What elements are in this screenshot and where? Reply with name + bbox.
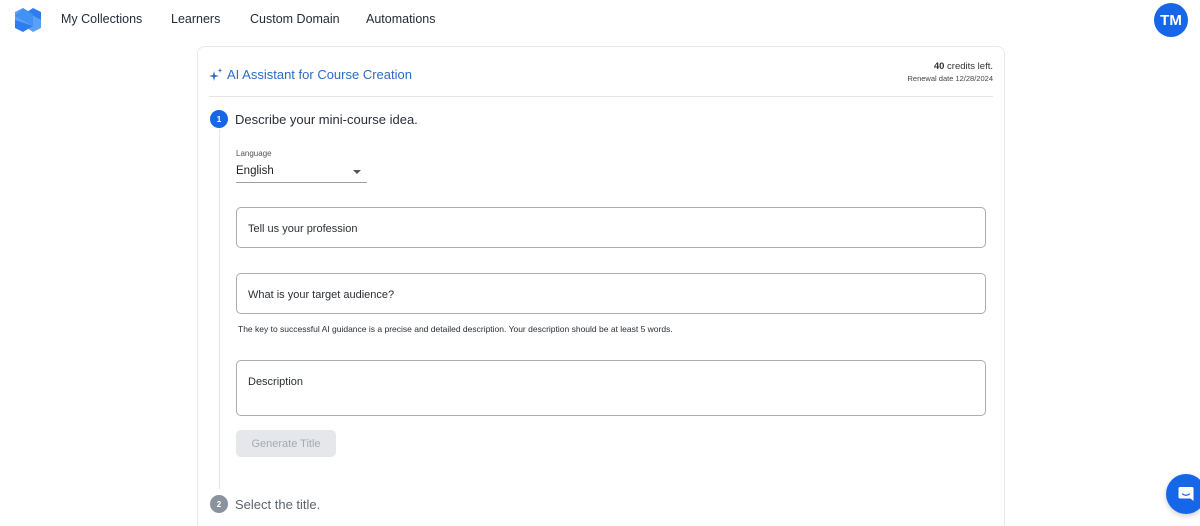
nav-learners[interactable]: Learners <box>171 12 221 26</box>
nav-my-collections[interactable]: My Collections <box>61 12 143 26</box>
user-avatar[interactable]: TM <box>1154 3 1188 37</box>
step-1-label: Describe your mini-course idea. <box>235 111 418 127</box>
description-hint: The key to successful AI guidance is a precise and detailed description. Your description should be at least 5 words. <box>238 324 673 334</box>
step-1 <box>210 110 418 128</box>
step-2 <box>210 495 320 513</box>
profession-placeholder: Tell us your profession <box>248 223 358 235</box>
language-value: English <box>236 165 274 177</box>
card-title <box>209 67 412 82</box>
language-select[interactable] <box>236 161 367 183</box>
description-textarea[interactable] <box>236 360 986 416</box>
credits-suffix: credits left. <box>944 61 993 72</box>
app-logo-icon[interactable] <box>13 6 43 34</box>
credits-count: 40 <box>933 61 945 72</box>
language-label: Language <box>236 149 272 158</box>
nav-custom-domain[interactable]: Custom Domain <box>250 12 340 26</box>
ai-assistant-card <box>197 46 1005 526</box>
profession-input[interactable] <box>236 207 986 248</box>
chat-widget-button[interactable] <box>1166 474 1200 514</box>
dropdown-caret-icon <box>353 170 361 174</box>
step-rail <box>219 129 220 489</box>
nav-automations[interactable]: Automations <box>366 12 436 26</box>
chat-icon <box>1176 484 1196 504</box>
credits-info <box>908 61 994 83</box>
card-title-text: AI Assistant for Course Creation <box>227 67 412 82</box>
generate-title-button[interactable]: Generate Title <box>236 430 336 457</box>
renewal-date: Renewal date 12/28/2024 <box>907 74 993 83</box>
sparkle-icon <box>209 68 223 82</box>
target-audience-placeholder: What is your target audience? <box>248 289 395 301</box>
step-1-badge: 1 <box>210 110 228 128</box>
target-audience-input[interactable] <box>236 273 986 314</box>
step-2-badge: 2 <box>210 495 228 513</box>
description-placeholder: Description <box>248 376 304 388</box>
step-2-label: Select the title. <box>235 496 321 512</box>
card-header <box>209 61 993 97</box>
top-navigation <box>0 0 1200 40</box>
